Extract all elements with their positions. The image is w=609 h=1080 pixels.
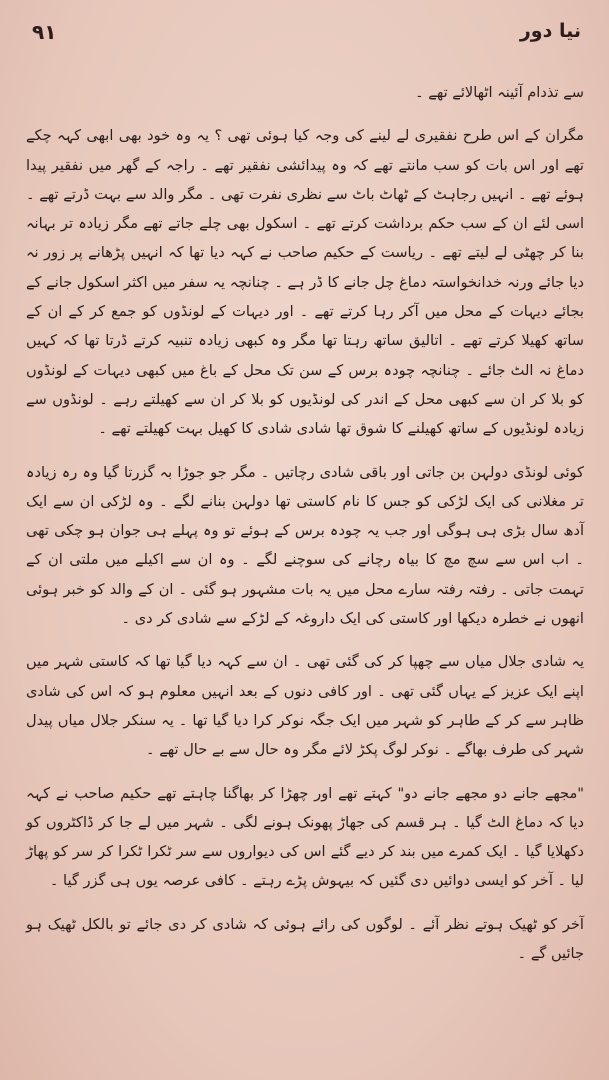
page-header xyxy=(32,18,581,58)
paragraph: سے تذدام آئینہ اٹھالائے تھے ۔ xyxy=(415,84,584,101)
paragraph: یہ شادی جلال میاں سے چھپا کر کی گئی تھی ۔ ان سے کہہ دیا گیا تھا کہ کاستی شہر میں اپنے ایک عزیز کے یہاں گئی تھی ۔ اور کافی دنوں کے بعد انہیں معلوم ہو کہ اس کی شادی ظاہر سے کر کے طاہر کو شہر میں ایک جگہ نوکر کرا دیا گیا تھا ۔ یہ سنکر جلال میاں پیدل شہر کی طرف بھاگے ۔ نوکر لوگ پکڑ لائے مگر وہ حال سے بے حال تھے ۔ xyxy=(26,653,584,759)
article-body xyxy=(26,78,584,968)
paragraph: آخر کو ٹھیک ہوتے نظر آئے ۔ لوگوں کی رائے ہوئی کہ شادی کر دی جائے تو بالکل ٹھیک ہو جائیں گے ۔ xyxy=(26,915,584,963)
paragraph: کوئی لونڈی دولہن بن جاتی اور باقی شادی رچاتیں ۔ مگر جو جوڑا بہ گزرتا گیا وہ رہ زیادہ تر مغلانی کی ایک لڑکی کو جس کا نام کاستی تھا دولہن بنانے لگے ۔ وہ لڑکی ان سے ایک آدھ سال بڑی ہی ہوگی اور جب یہ چودہ برس کے ہوئے تو وہ پہلے ہی جوان ہو چکی تھی ۔ اب اس سے سچ مچ کا بیاہ رچانے کی سوچنے لگے ۔ وہ ان سے اکیلے میں ملتی ان کے تہمت جاتی ۔ رفتہ رفتہ سارے محل میں یہ بات مشہور ہو گئی ۔ ان کے والد کو خبر ہوئی انھوں نے خطرہ دیکھا اور کاستی کی ایک داروغہ کے لڑکے سے شادی کر دی ۔ xyxy=(26,463,584,628)
page-number: ۹۱ xyxy=(32,20,57,44)
paragraph: "مجھے جانے دو مجھے جانے دو" کہتے تھے اور چھڑا کر بھاگنا چاہتے تھے حکیم صاحب نے کہہ دیا کہ دماغ الٹ گیا ۔ ہر قسم کی جھاڑ پھونک ہونے لگی ۔ شہر میں لے جا کر ڈاکٹروں کو دکھلایا گیا ۔ ایک کمرے میں بند کر دیے گئے اس کی دیواروں سے سر ٹکرا ٹکرا کر سر کو پھاڑ لیا ۔ آخر کو ایسی دوائیں دی گئیں کہ بیہوش پڑے رہتے ۔ کافی عرصہ یوں ہی گزر گیا ۔ xyxy=(26,784,584,890)
paragraph: مگران کے اس طرح نفقیری لے لینے کی وجہ کیا ہوئی تھی ؟ یہ وہ خود بھی ابھی کہہ چکے تھے اور اس بات کو سب مانتے تھے کہ وہ پیدائشی نفقیر تھے ۔ راجہ کے گھر میں نفقیر پیدا ہوئے تھے ۔ انہیں رجاہٹ کے ٹھاٹ باٹ سے نظری نفرت تھی ۔ مگر والد سے بہت ڈرتے تھے ۔ اسی لئے ان کے سب حکم برداشت کرتے تھے ۔ اسکول بھی چلے جاتے تھے مگر زیادہ تر بہانہ بنا کر چھٹی لے لیتے تھے ۔ ریاست کے حکیم صاحب نے کہہ دیا تھا کہ انہیں پڑھانے پر زور نہ دیا جائے ورنہ خدانخواستہ دماغ چل جانے کا ڈر ہے ۔ چنانچہ یہ سفر میں اکثر اسکول جانے کے بجائے دیہات کے محل میں آکر رہا کرتے تھے ۔ اور دیہات کے لونڈوں کو جمع کر کے ان کے ساتھ کھیلا کرتے تھے ۔ اتالیق ساتھ رہتا تھا مگر وہ کبھی زیادہ تنبیہ کرتے ڈرتا تھا کہ کہیں دماغ نہ الٹ جائے ۔ چنانچہ چودہ برس کے سن تک محل کے باغ میں کبھی دیہات کے لونڈوں کو بلا کر ان سے کبھی محل کے اندر کی لونڈیوں کو بلا کر ان سے کھیلتے رہے ۔ لونڈوں سے زیادہ لونڈیوں کے ساتھ کھیلنے کا شوق تھا شادی شادی کا کھیل بہت کھیلتے تھے ۔ xyxy=(26,127,584,438)
magazine-title: نیا دور xyxy=(519,20,581,42)
